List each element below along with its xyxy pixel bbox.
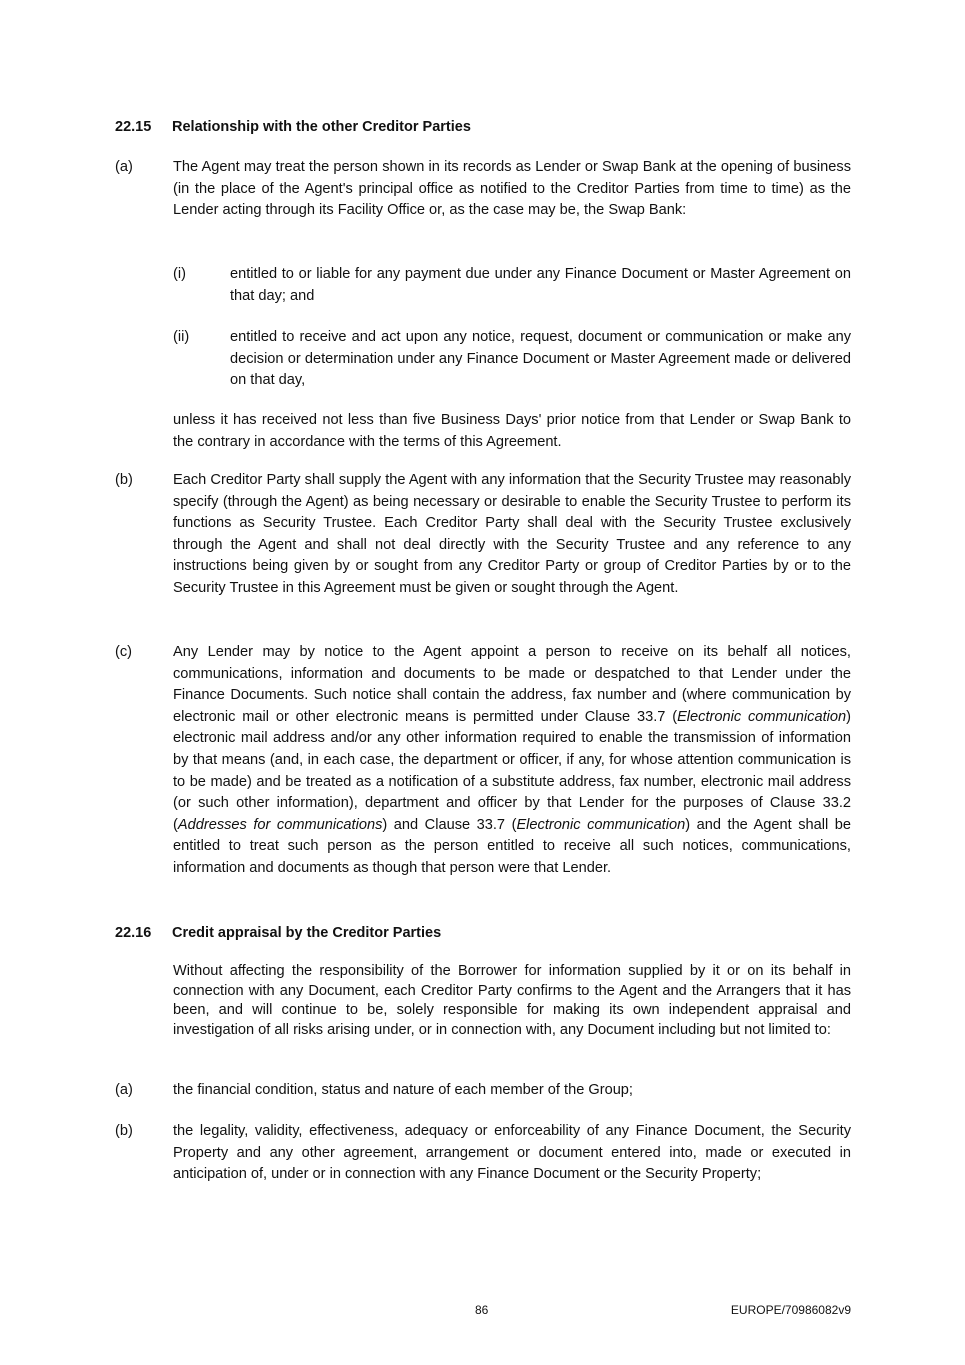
section-number: 22.16: [115, 925, 152, 941]
clause-label-a: (a): [115, 159, 133, 175]
clause-label-b: (b): [115, 472, 133, 488]
section-number: 22.15: [115, 119, 152, 135]
subclause-ii-text: entitled to receive and act upon any notice, request, document or communication or make any decision or determination under any Finance Document or Master Agreement made or delivered on that day,: [230, 329, 851, 389]
section-22-16-intro: Without affecting the responsibility of the Borrower for information supplied by it or on its behalf in connection with any Document, each Creditor Party confirms to the Agent and the Arrangers that it has been, and will continue to be, solely responsible for making its own independent appraisal and investigation of all risks arising under, or in connection with, any Document including but not limited to:: [173, 963, 851, 1038]
section-title: Credit appraisal by the Creditor Parties: [172, 925, 442, 941]
document-reference: EUROPE/70986082v9: [730, 1303, 851, 1317]
clause-label-c: (c): [115, 644, 133, 660]
clause-a-tail: unless it has received not less than five Business Days' prior notice from that Lender or Swap Bank to the contrary in accordance with the terms of this Agreement.: [173, 412, 851, 450]
clause-c-part-4: ) and the Agent shall be entitled to treat such person as the person entitled to receive all such notices, communications, information and documents as though that person were that Lender.: [173, 816, 851, 876]
subclause-label-i: (i): [173, 266, 186, 282]
clause-a-2-text: the financial condition, status and nature of each member of the Group;: [173, 1082, 633, 1098]
page-number: 86: [475, 1303, 489, 1317]
clause-label-a-2: (a): [115, 1082, 133, 1098]
clause-c-ref-3: Electronic communication: [516, 816, 686, 833]
clause-label-b-2: (b): [115, 1123, 133, 1139]
clause-b-2-text: the legality, validity, effectiveness, adequacy or enforceability of any Finance Document, the Security Property and any other agreement, arrangement or document entered into, made or executed in anticipation of, under or in connection with any Finance Document or the Security Property;: [173, 1123, 851, 1183]
section-title: Relationship with the other Creditor Parties: [172, 119, 471, 135]
clause-a-text: The Agent may treat the person shown in its records as Lender or Swap Bank at the opening of business (in the place of the Agent's principal office as notified to the Creditor Parties from time to time) as the Lender acting through its Facility Office or, as the case may be, the Swap Bank:: [173, 159, 851, 219]
clause-c-ref-2: Addresses for communications: [177, 816, 383, 833]
clause-c-part-2: ) electronic mail address and/or any other information required to enable the transmission of information by that means (and, in each case, the department or officer, if any, for whose attention communication is to be made) and be treated as a notification of a substitute address, fax number, electronic mail address (or such other information), department and officer by that Lender for the purposes of Clause 33.2 (: [173, 708, 851, 833]
clause-c-ref-1: Electronic communication: [677, 708, 847, 725]
section-heading-22-15: [115, 117, 471, 138]
clause-c-text: [173, 642, 851, 880]
subclause-label-ii: (ii): [173, 329, 190, 345]
clause-c-part-3: ) and Clause 33.7 (: [382, 816, 517, 833]
section-heading-22-16: [115, 923, 441, 944]
clause-c-part-1: Any Lender may by notice to the Agent appoint a person to receive on its behalf all notices, communications, information and documents to be made or despatched to that Lender under the Finance Documents. Such notice shall contain the address, fax number and (where communication by electronic mail or other electronic means is permitted under Clause 33.7 (: [173, 644, 851, 725]
subclause-i-text: entitled to or liable for any payment due under any Finance Document or Master Agreement on that day; and: [230, 266, 851, 304]
clause-b-text: Each Creditor Party shall supply the Agent with any information that the Security Trustee may reasonably specify (through the Agent) as being necessary or desirable to enable the Security Trustee to perform its functions as Security Trustee. Each Creditor Party shall deal with the Security Trustee exclusively through the Agent and shall not deal directly with the Security Trustee and any reference to any instructions being given by or sought from any Creditor Party or group of Creditor Parties by or to the Security Trustee in this Agreement must be given or sought through the Agent.: [173, 472, 851, 596]
